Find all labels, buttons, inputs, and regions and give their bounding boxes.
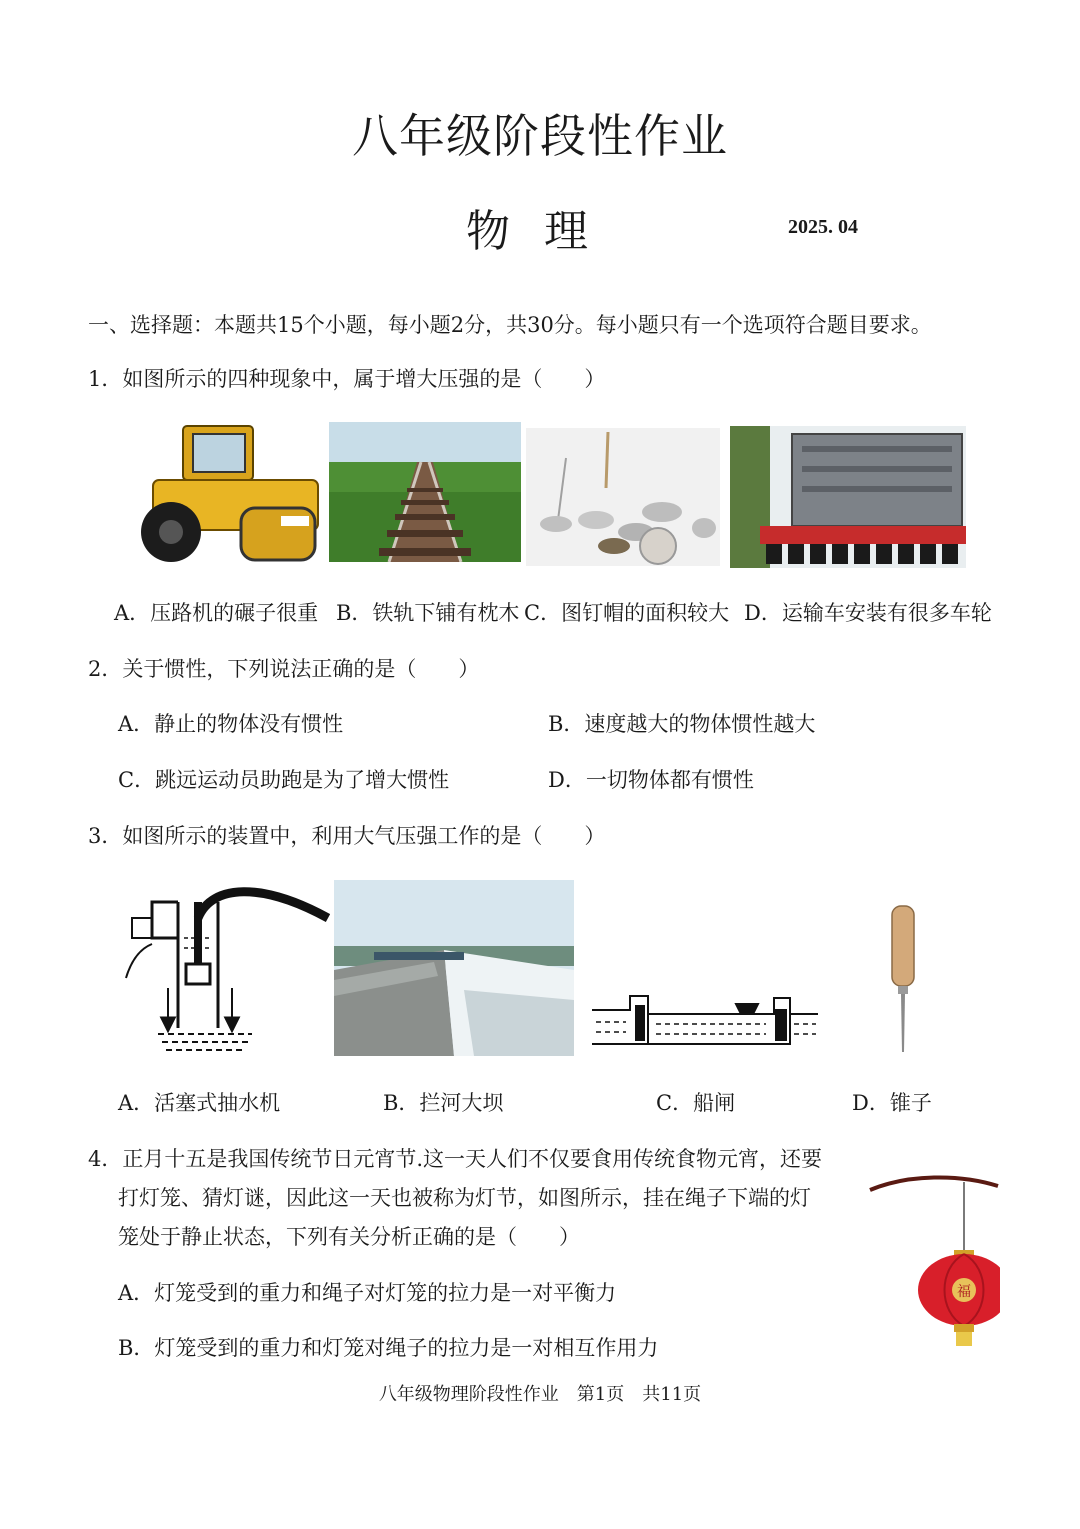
q2-option-a: A．静止的物体没有惯性	[118, 712, 344, 736]
section-heading: 一、选择题：本题共15个小题，每小题2分，共30分。每小题只有一个选项符合题目要求。	[88, 313, 932, 337]
thumbtacks-photo	[526, 428, 720, 566]
q1-option-b: B．铁轨下铺有枕木	[336, 601, 520, 625]
q4-option-a: A．灯笼受到的重力和绳子对灯笼的拉力是一对平衡力	[118, 1281, 617, 1305]
lantern-photo	[868, 1172, 1000, 1348]
q4-stem-line-3: 笼处于静止状态，下列有关分析正确的是（ ）	[118, 1225, 580, 1249]
railway-sleepers-photo	[329, 422, 521, 562]
awl-photo	[884, 902, 924, 1056]
q1-option-a: A．压路机的碾子很重	[114, 601, 319, 625]
dam-photo	[334, 880, 574, 1056]
q1-stem: 1．如图所示的四种现象中，属于增大压强的是（ ）	[88, 367, 606, 391]
subject-title: 物理	[466, 206, 622, 257]
q4-stem-line-1: 4．正月十五是我国传统节日元宵节.这一天人们不仅要食用传统食物元宵，还要	[88, 1147, 823, 1171]
q4-option-b: B．灯笼受到的重力和灯笼对绳子的拉力是一对相互作用力	[118, 1336, 659, 1360]
q4-stem-line-2: 打灯笼、猜灯谜，因此这一天也被称为灯节，如图所示，挂在绳子下端的灯	[118, 1186, 811, 1210]
q3-option-c: C．船闸	[656, 1091, 736, 1115]
road-roller-photo	[123, 420, 321, 566]
ship-lock-diagram	[590, 984, 820, 1054]
q3-option-a: A．活塞式抽水机	[118, 1091, 281, 1115]
transport-truck-photo	[730, 426, 966, 568]
page-title: 八年级阶段性作业	[352, 109, 728, 163]
piston-pump-diagram	[122, 878, 330, 1056]
q3-stem: 3．如图所示的装置中，利用大气压强工作的是（ ）	[88, 824, 606, 848]
page-footer: 八年级物理阶段性作业 第1页 共11页	[378, 1384, 702, 1405]
q1-option-d: D．运输车安装有很多车轮	[744, 601, 992, 625]
lantern-fu-character: 福	[957, 1284, 971, 1300]
q1-option-c: C．图钉帽的面积较大	[524, 601, 730, 625]
q3-option-d: D．锥子	[852, 1091, 932, 1115]
q2-option-b: B．速度越大的物体惯性越大	[548, 712, 816, 736]
q2-stem: 2．关于惯性，下列说法正确的是（ ）	[88, 657, 480, 681]
q2-option-c: C．跳远运动员助跑是为了增大惯性	[118, 768, 450, 792]
exam-date: 2025. 04	[788, 216, 858, 238]
q2-option-d: D．一切物体都有惯性	[548, 768, 754, 792]
q3-option-b: B．拦河大坝	[383, 1091, 504, 1115]
